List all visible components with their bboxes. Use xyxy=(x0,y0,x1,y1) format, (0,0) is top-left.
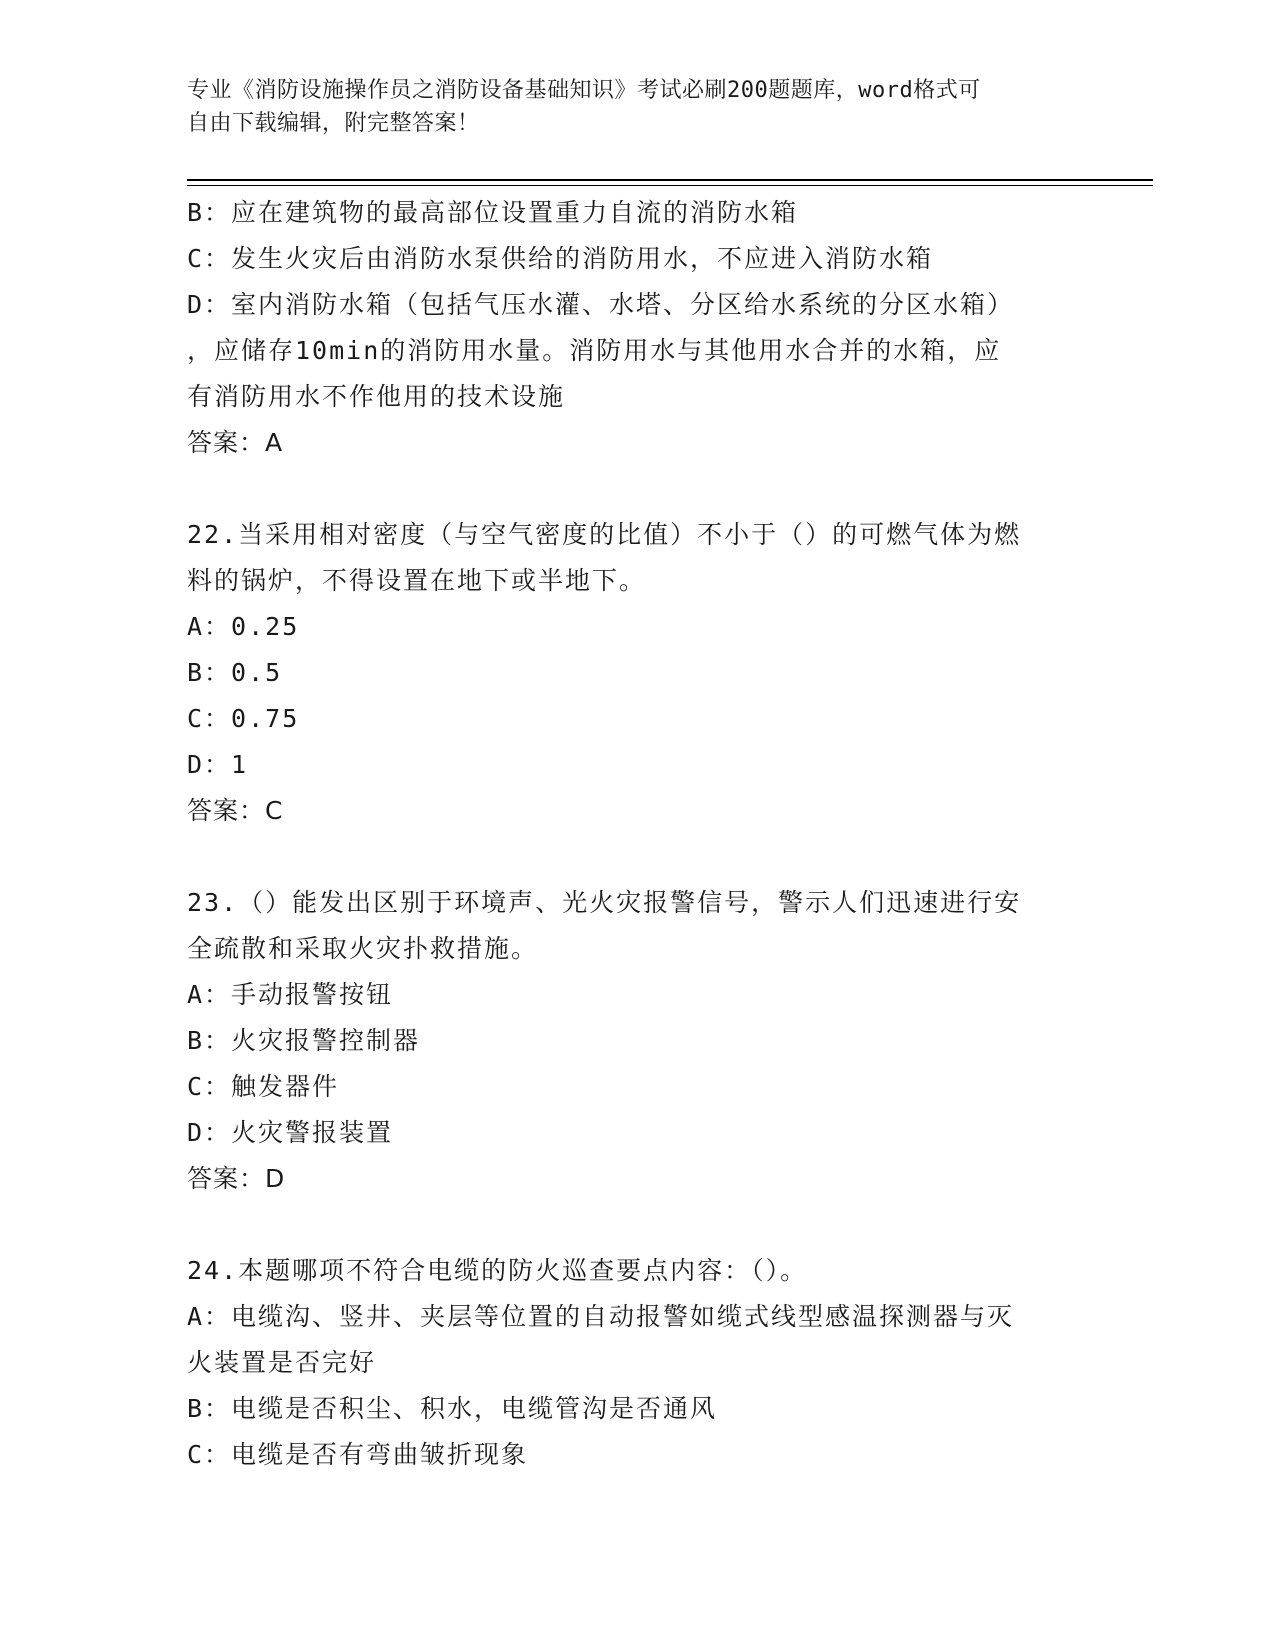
q21-option-d-line-3: 有消防用水不作他用的技术设施 xyxy=(187,382,566,411)
q24-option-c: C：电缆是否有弯曲皱折现象 xyxy=(187,1440,529,1469)
q21-option-d-line-1: D：室内消防水箱（包括气压水灌、水塔、分区给水系统的分区水箱） xyxy=(187,290,1015,319)
q23-option-c: C：触发器件 xyxy=(187,1072,340,1101)
q22-option-b: B：0.5 xyxy=(187,658,283,687)
q21-option-c: C：发生火灾后由消防水泵供给的消防用水，不应进入消防水箱 xyxy=(187,244,934,273)
q21-option-d-line-2: ，应储存10min的消防用水量。消防用水与其他用水合并的水箱，应 xyxy=(187,336,1002,365)
q23-option-a: A：手动报警按钮 xyxy=(187,980,394,1009)
q22-stem-line-1: 22.当采用相对密度（与空气密度的比值）不小于（）的可燃气体为燃 xyxy=(187,520,1022,549)
q22-answer: 答案：C xyxy=(187,796,284,825)
q24-option-a-line-1: A：电缆沟、竖井、夹层等位置的自动报警如缆式线型感温探测器与灭 xyxy=(187,1302,1015,1331)
q24-option-a-line-2: 火装置是否完好 xyxy=(187,1348,377,1377)
header-rule-thick xyxy=(187,179,1153,181)
q22-stem-line-2: 料的锅炉，不得设置在地下或半地下。 xyxy=(187,566,647,595)
header-line-2: 自由下载编辑，附完整答案！ xyxy=(187,111,480,136)
q24-stem: 24.本题哪项不符合电缆的防火巡查要点内容：（）。 xyxy=(187,1256,808,1285)
header-line-1: 专业《消防设施操作员之消防设备基础知识》考试必刷200题题库，word格式可 xyxy=(187,78,981,103)
q22-option-a: A：0.25 xyxy=(187,612,300,641)
q21-option-b: B：应在建筑物的最高部位设置重力自流的消防水箱 xyxy=(187,198,799,227)
spacer xyxy=(187,834,1087,880)
q23-answer: 答案：D xyxy=(187,1164,286,1193)
q23-stem-line-1: 23.（）能发出区别于环境声、光火灾报警信号，警示人们迅速进行安 xyxy=(187,888,1022,917)
page-header xyxy=(187,74,1077,140)
q22-option-d: D：1 xyxy=(187,750,249,779)
spacer xyxy=(187,1202,1087,1248)
q24-option-b: B：电缆是否积尘、积水，电缆管沟是否通风 xyxy=(187,1394,718,1423)
q23-option-d: D：火灾警报装置 xyxy=(187,1118,394,1147)
q23-stem-line-2: 全疏散和采取火灾扑救措施。 xyxy=(187,934,539,963)
q23-option-b: B：火灾报警控制器 xyxy=(187,1026,421,1055)
q22-option-c: C：0.75 xyxy=(187,704,300,733)
spacer xyxy=(187,466,1087,512)
q21-answer: 答案：A xyxy=(187,428,284,457)
question-content xyxy=(187,190,1087,1478)
header-rule-thin xyxy=(187,185,1153,186)
